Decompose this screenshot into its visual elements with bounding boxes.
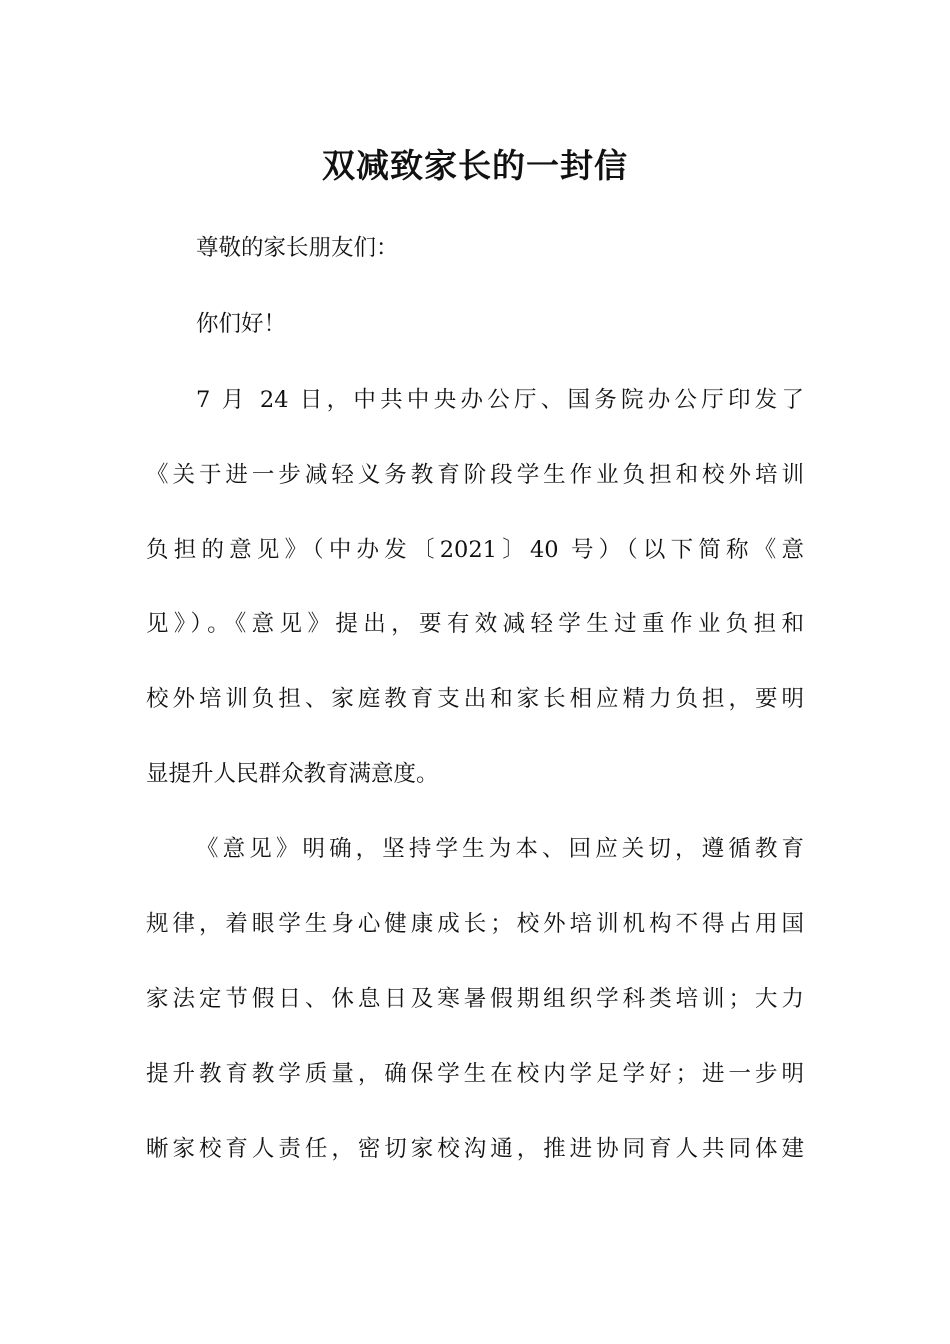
document-title: 双减致家长的一封信 (322, 146, 628, 185)
greeting-line: 你们好！ (196, 311, 287, 337)
paragraph-2-line-3: 家法定节假日、休息日及寒暑假期组织学科类培训；大力 (146, 986, 804, 1012)
paragraph-1-line-6: 显提升人民群众教育满意度。 (146, 761, 439, 787)
paragraph-2-line-5: 晰家校育人责任，密切家校沟通，推进协同育人共同体建 (146, 1136, 804, 1162)
paragraph-2-line-4: 提升教育教学质量，确保学生在校内学足学好；进一步明 (146, 1061, 804, 1087)
paragraph-1-line-2: 《关于进一步减轻义务教育阶段学生作业负担和校外培训 (146, 462, 804, 488)
paragraph-2-line-2: 规律，着眼学生身心健康成长；校外培训机构不得占用国 (146, 911, 804, 937)
paragraph-1-line-1: 7 月 24 日，中共中央办公厅、国务院办公厅印发了 (196, 387, 804, 413)
paragraph-1-line-4: 见》）。《意见》提出，要有效减轻学生过重作业负担和 (146, 611, 804, 637)
paragraph-1-line-3: 负担的意见》（中办发〔2021〕40 号）（以下简称《意 (146, 537, 804, 563)
salutation-line: 尊敬的家长朋友们： (196, 235, 399, 261)
paragraph-2-line-1: 《意见》明确，坚持学生为本、回应关切，遵循教育 (196, 836, 804, 862)
paragraph-1-line-5: 校外培训负担、家庭教育支出和家长相应精力负担，要明 (146, 686, 804, 712)
